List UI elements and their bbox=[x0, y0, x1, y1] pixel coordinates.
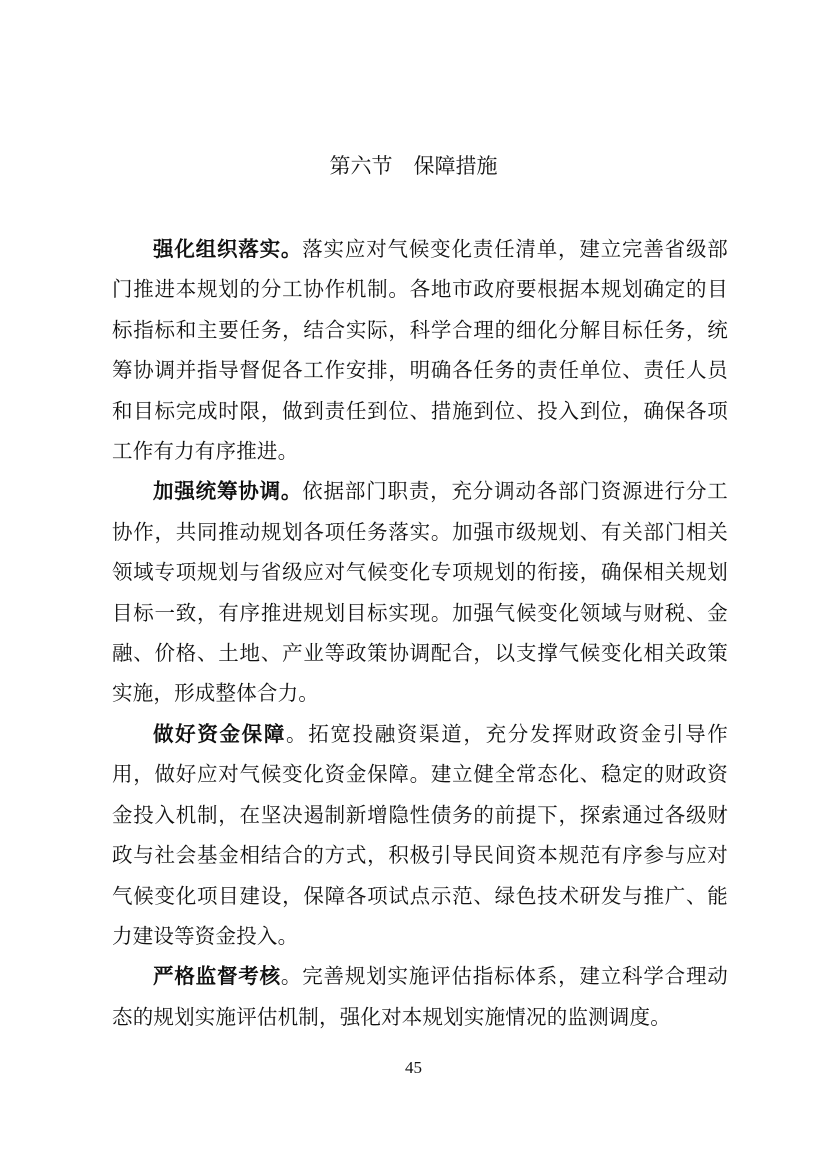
paragraph-lead: 加强统筹协调。 bbox=[153, 479, 303, 504]
paragraph-lead: 强化组织落实。 bbox=[153, 237, 303, 261]
paragraph-text: 。完善规划实施评估指标体系，建立科学合理动态的规划实施评估机制，强化对本规划实施情况的监测调度。 bbox=[112, 964, 729, 1029]
paragraph-text: 落实应对气候变化责任清单，建立完善省级部门推进本规划的分工协作机制。各地市政府要根据本规划确定的目标指标和主要任务，结合实际，科学合理的细化分解目标任务，统筹协调并指导督促各工作安排，明确各任务的责任单位、责任人员和目标完成时限，做到责任到位、措施到位、投入到位，确保各项工作有力有序推进。 bbox=[112, 237, 728, 464]
page-number: 45 bbox=[405, 1058, 422, 1077]
paragraph-text: 。拓宽投融资渠道，充分发挥财政资金引导作用，做好应对气候变化资金保障。建立健全常态化、稳定的财政资金投入机制，在坚决遏制新增隐性债务的前提下，探索通过各级财政与社会基金相结合的方式，积极引导民间资本规范有序参与应对气候变化项目建设，保障各项试点示范、绿色技术研发与推广、能力建设等资金投入。 bbox=[112, 721, 728, 948]
section-title: 第六节 保障措施 bbox=[329, 154, 498, 178]
paragraph-supervision-assessment bbox=[112, 956, 728, 1037]
paragraph-lead: 做好资金保障 bbox=[153, 721, 287, 746]
paragraph-funding-guarantee bbox=[112, 714, 728, 956]
paragraph-text: 依据部门职责，充分调动各部门资源进行分工协作，共同推动规划各项任务落实。加强市级规划、有关部门相关领域专项规划与省级应对气候变化专项规划的衔接，确保相关规划目标一致，有序推进规划目标实现。加强气候变化领域与财税、金融、价格、土地、产业等政策协调配合，以支撑气候变化相关政策实施，形成整体合力。 bbox=[112, 479, 728, 706]
body-text bbox=[112, 229, 728, 1037]
paragraph-strengthen-coordination bbox=[112, 471, 728, 713]
paragraph-strengthen-organization bbox=[112, 229, 728, 471]
paragraph-lead: 严格监督考核 bbox=[153, 964, 281, 989]
